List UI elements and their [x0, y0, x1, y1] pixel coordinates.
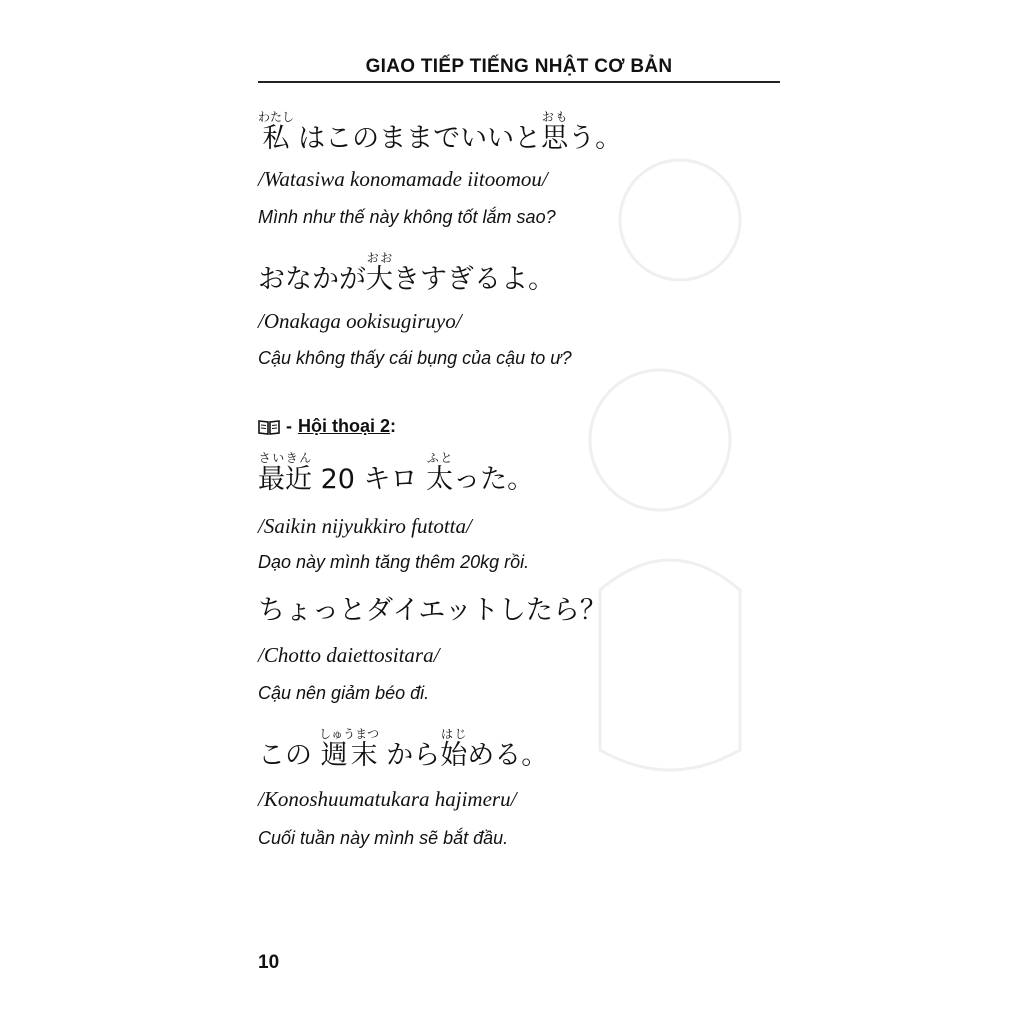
ruby-word: 太ふと	[426, 451, 454, 495]
japanese-line: おなかが大おおきすぎるよ。	[258, 251, 555, 295]
ruby-word: 最近さいきん	[258, 451, 312, 495]
ruby-word: 思おも	[541, 110, 569, 154]
section-suffix: :	[390, 416, 397, 436]
romaji-line: /Saikin nijyukkiro futotta/	[258, 514, 472, 538]
translation-line: Mình như thế này không tốt lắm sao?	[258, 207, 556, 227]
romaji-line: /Chotto daiettositara/	[258, 643, 440, 667]
translation-line: Cuối tuần này mình sẽ bắt đầu.	[258, 828, 509, 848]
background-illustration	[560, 110, 780, 870]
section-label: Hội thoại 2	[298, 416, 391, 436]
romaji-line: /Onakaga ookisugiruyo/	[258, 309, 462, 333]
romaji-line: /Konoshuumatukara hajimeru/	[258, 787, 517, 811]
japanese-line: この 週末しゅうまつ から始はじめる。	[258, 727, 549, 771]
section-prefix: -	[286, 416, 292, 436]
open-book-icon	[258, 419, 280, 435]
translation-line: Cậu không thấy cái bụng của cậu to ư?	[258, 348, 572, 368]
translation-line: Cậu nên giảm béo đi.	[258, 683, 430, 703]
japanese-line: 最近さいきん 20 キロ 太ふとった。	[258, 451, 535, 495]
japanese-line: 私わたし はこのままでいいと思おもう。	[258, 110, 623, 154]
ruby-word: 始はじ	[440, 727, 468, 771]
ruby-word: 大おお	[366, 251, 393, 295]
section-heading	[258, 416, 396, 437]
romaji-line: /Watasiwa konomamade iitoomou/	[258, 167, 548, 191]
translation-line: Dạo này mình tăng thêm 20kg rồi.	[258, 552, 530, 572]
page-number: 10	[258, 952, 280, 973]
page-header	[258, 56, 780, 83]
ruby-word: 私わたし	[258, 110, 295, 154]
japanese-line: ちょっとダイエットしたら？	[258, 595, 607, 626]
header-title: GIAO TIẾP TIẾNG NHẬT CƠ BẢN	[365, 56, 673, 77]
ruby-word: 週末しゅうまつ	[319, 727, 380, 771]
